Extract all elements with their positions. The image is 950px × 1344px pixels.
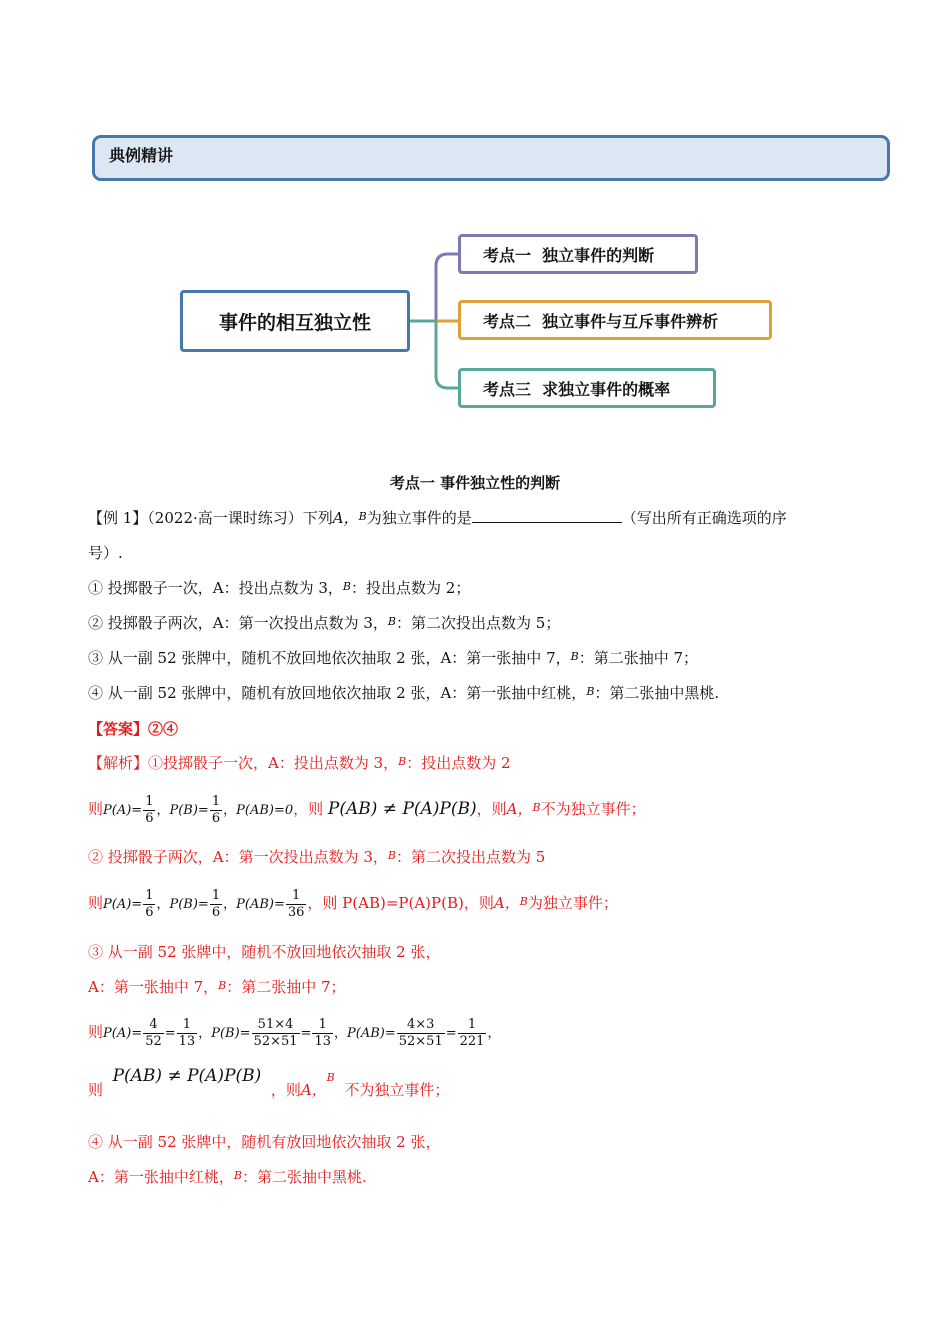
analysis-line-2: 则P(A)= $\frac{1}{6}$ ，P(B)= $\frac{1}{6}$ ，P(AB)=0，则 P(AB) ≠ P(A)P(B)，则A，$^B$不为独立事件； — [88, 794, 646, 826]
option-1: ① 投掷骰子一次，A：投出点数为 3，$^B$：投出点数为 2； — [88, 579, 471, 597]
option-4: ④ 从一副 52 张牌中，随机有放回地依次抽取 2 张，A：第一张抽中红桃，$^B$：第二张抽中黑桃. — [88, 684, 720, 702]
mindmap-branch-3: 考点三 求独立事件的概率 — [458, 368, 716, 408]
mindmap-root: 事件的相互独立性 — [180, 290, 410, 352]
answer: 【答案】②④ — [88, 720, 179, 738]
analysis-line-7: 则P(A)= $\frac{4}{52}$ = $\frac{1}{13}$ ，P(B)= $\frac{51\times 4}{52\times 51}$ = $\frac{1}{13}$ ，P(AB)= $\frac{4\times 3}{52\times 51}$ = $\frac{1}{221}$ ， — [88, 1017, 501, 1049]
analysis-line-9: ④ 从一副 52 张牌中，随机有放回地依次抽取 2 张， — [88, 1133, 441, 1151]
analysis-line-3: ② 投掷骰子两次，A：第一次投出点数为 3，$^B$：第二次投出点数为 5 — [88, 848, 546, 866]
example-line-1: 【例 1】（2022·高一课时练习）下列A，$^B$为独立事件的是 （写出所有正确选项的序 — [88, 506, 787, 530]
answer-blank — [472, 506, 622, 523]
mindmap-branch-1: 考点一 独立事件的判断 — [458, 234, 698, 274]
mindmap-branch-2: 考点二 独立事件与互斥事件辨析 — [458, 300, 772, 340]
analysis-line-4: 则P(A)= $\frac{1}{6}$ ，P(B)= $\frac{1}{6}$ ，P(AB)= $\frac{1}{36}$ ，则 P(AB)=P(A)P(B)，则A，$^B$为独立事件； — [88, 888, 618, 920]
option-3: ③ 从一副 52 张牌中，随机不放回地依次抽取 2 张，A：第一张抽中 7，$^B$：第二张抽中 7； — [88, 649, 699, 667]
analysis-line-8: 则 P(AB) ≠ P(A)P(B) ，则A，$^B$ 不为独立事件； — [88, 1066, 450, 1099]
analysis-line-5: ③ 从一副 52 张牌中，随机不放回地依次抽取 2 张， — [88, 943, 441, 961]
section-title: 考点一 事件独立性的判断 — [389, 474, 561, 492]
option-2: ② 投掷骰子两次，A：第一次投出点数为 3，$^B$：第二次投出点数为 5； — [88, 614, 561, 632]
analysis-line-1: 【解析】①投掷骰子一次，A：投出点数为 3，$^B$：投出点数为 2 — [88, 754, 511, 772]
example-line-2: 号）. — [88, 544, 123, 562]
analysis-line-6: A：第一张抽中 7，$^B$：第二张抽中 7； — [88, 978, 346, 996]
banner-title: 典例精讲 — [109, 146, 174, 165]
analysis-line-10: A：第一张抽中红桃，$^B$：第二张抽中黑桃. — [88, 1168, 367, 1186]
